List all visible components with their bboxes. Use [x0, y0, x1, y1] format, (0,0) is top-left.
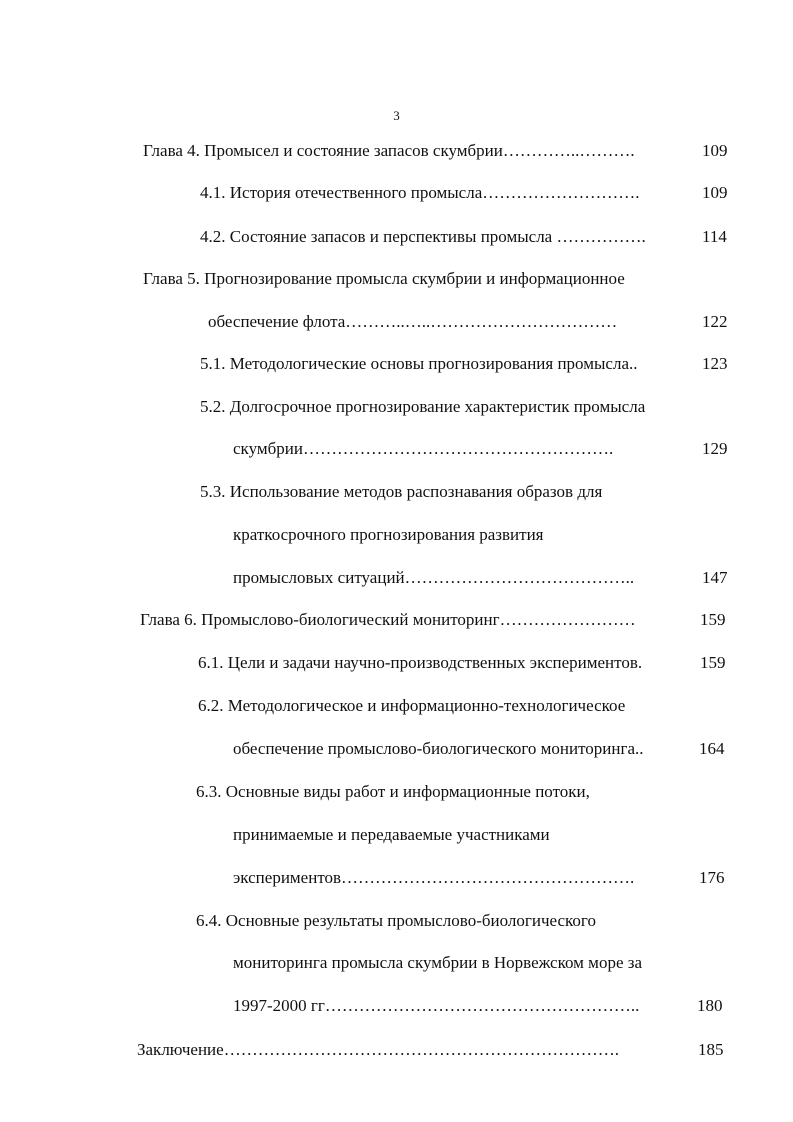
toc-entry-4-1: [200, 181, 773, 205]
toc-entry-text: обеспечение промыслово-биологического мониторинга..: [233, 739, 644, 758]
toc-entry-chapter-6: [140, 608, 773, 632]
toc-entry-page: 114: [702, 227, 727, 246]
toc-entry-5-1: [200, 352, 773, 376]
toc-entry-text: принимаемые и передаваемые участниками: [233, 825, 550, 844]
toc-entry-6-3: [196, 780, 773, 804]
toc-entry-6-3-cont: [233, 823, 773, 847]
toc-entry-text: 6.2. Методологическое и информационно-технологическое: [198, 696, 626, 715]
toc-entry-conclusion: [137, 1038, 773, 1062]
toc-entry-page: 159: [700, 610, 726, 629]
toc-entry-page: 147: [702, 568, 728, 587]
toc-entry-6-4-cont: [233, 994, 773, 1018]
toc-entry-6-4-cont: [233, 951, 773, 975]
toc-entry-text: краткосрочного прогнозирования развития: [233, 525, 544, 544]
toc-entry-5-2-cont: [233, 437, 773, 461]
toc-entry-text: Глава 4. Промысел и состояние запасов скумбрии…………..……….: [143, 141, 635, 160]
toc-entry-text: Глава 6. Промыслово-биологический мониторинг……………………: [140, 610, 636, 629]
toc-entry-6-3-cont: [233, 866, 773, 890]
toc-entry-page: 109: [702, 141, 728, 160]
toc-entry-page: 180: [697, 996, 723, 1015]
toc-entry-page: 122: [702, 312, 728, 331]
toc-entry-text: экспериментов…………………………………………….: [233, 868, 635, 887]
toc-entry-4-2: [200, 225, 773, 249]
toc-entry-5-3: [200, 480, 773, 504]
toc-entry-text: Заключение…………………………………………………………….: [137, 1040, 619, 1059]
toc-entry-text: 5.1. Методологические основы прогнозирования промысла..: [200, 354, 638, 373]
toc-entry-chapter-5: [143, 267, 773, 291]
toc-entry-text: обеспечение флота………..…..……………………………: [208, 312, 618, 331]
toc-entry-page: 164: [699, 739, 725, 758]
toc-entry-page: 109: [702, 183, 728, 202]
page-number: 3: [393, 108, 400, 123]
toc-entry-text: 5.3. Использование методов распознавания образов для: [200, 482, 603, 501]
toc-entry-6-1: [198, 651, 773, 675]
toc-entry-text: 1997-2000 гг………………………………………………..: [233, 996, 640, 1015]
toc-entry-5-3-cont: [233, 566, 773, 590]
toc-entry-text: Глава 5. Прогнозирование промысла скумбрии и информационное: [143, 269, 625, 288]
toc-entry-page: 159: [700, 653, 726, 672]
toc-entry-text: 4.2. Состояние запасов и перспективы промысла …………….: [200, 227, 646, 246]
toc-entry-text: 4.1. История отечественного промысла……………………….: [200, 183, 640, 202]
toc-entry-text: 6.4. Основные результаты промыслово-биологического: [196, 911, 596, 930]
toc-entry-text: промысловых ситуаций…………………………………..: [233, 568, 635, 587]
toc-entry-text: скумбрии……………………………………………….: [233, 439, 614, 458]
toc-entry-5-2: [200, 395, 773, 419]
toc-entry-page: 123: [702, 354, 728, 373]
toc-entry-6-2: [198, 694, 773, 718]
toc-entry-5-3-cont: [233, 523, 773, 547]
toc-entry-6-4: [196, 909, 773, 933]
toc-entry-text: 5.2. Долгосрочное прогнозирование характеристик промысла: [200, 397, 646, 416]
toc-entry-chapter-5-cont: [208, 310, 773, 334]
toc-entry-6-2-cont: [233, 737, 773, 761]
toc-entry-chapter-4: [143, 139, 773, 163]
toc-entry-page: 185: [698, 1040, 724, 1059]
toc-entry-text: мониторинга промысла скумбрии в Норвежском море за: [233, 953, 642, 972]
toc-entry-page: 129: [702, 439, 728, 458]
toc-entry-page: 176: [699, 868, 725, 887]
toc-entry-text: 6.1. Цели и задачи научно-производственных экспериментов.: [198, 653, 643, 672]
toc-entry-text: 6.3. Основные виды работ и информационные потоки,: [196, 782, 590, 801]
